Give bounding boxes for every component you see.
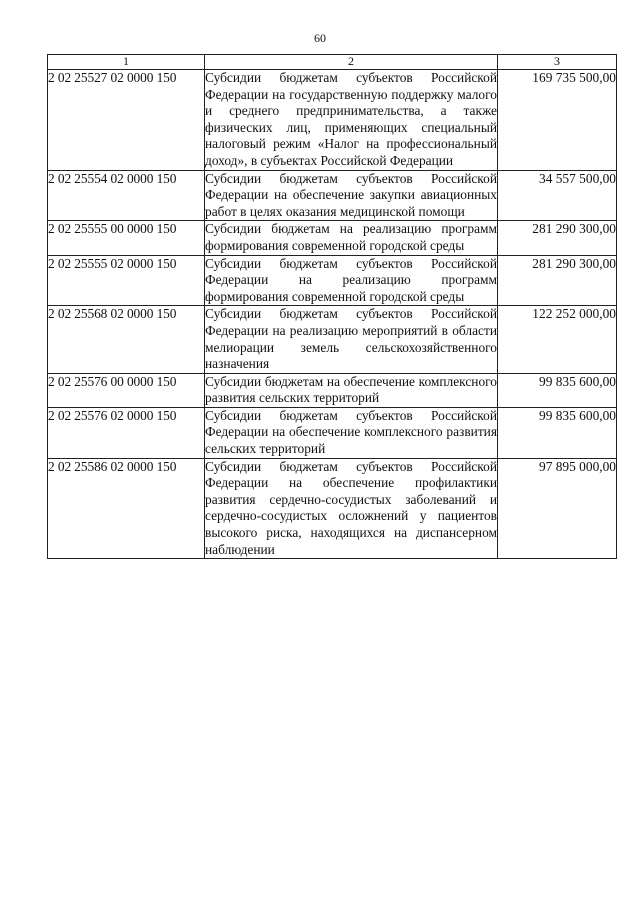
row-amount: 281 290 300,00 bbox=[498, 255, 617, 306]
row-code: 2 02 25576 02 0000 150 bbox=[48, 407, 205, 458]
table-row bbox=[48, 407, 617, 458]
row-code: 2 02 25568 02 0000 150 bbox=[48, 306, 205, 373]
row-description: Субсидии бюджетам субъектов Российской Федерации на обеспечение комплексного развития сельских территорий bbox=[205, 407, 498, 458]
row-description: Субсидии бюджетам на обеспечение комплексного развития сельских территорий bbox=[205, 373, 498, 407]
row-description: Субсидии бюджетам субъектов Российской Федерации на государственную поддержку малого и среднего предпринимательства, а также физических лиц, применяющих специальный налоговый режим «Налог на профессиональный доход», в субъектах Российской Федерации bbox=[205, 70, 498, 171]
table-header-row bbox=[48, 55, 617, 70]
row-description: Субсидии бюджетам субъектов Российской Федерации на обеспечение закупки авиационных работ в целях оказания медицинской помощи bbox=[205, 170, 498, 221]
row-code: 2 02 25555 00 0000 150 bbox=[48, 221, 205, 255]
row-description: Субсидии бюджетам субъектов Российской Федерации на реализацию мероприятий в области мелиорации земель сельскохозяйственного назначения bbox=[205, 306, 498, 373]
table-row bbox=[48, 306, 617, 373]
row-amount: 99 835 600,00 bbox=[498, 407, 617, 458]
table-row bbox=[48, 221, 617, 255]
header-col-2: 2 bbox=[205, 55, 498, 70]
table-row bbox=[48, 255, 617, 306]
row-amount: 99 835 600,00 bbox=[498, 373, 617, 407]
row-amount: 169 735 500,00 bbox=[498, 70, 617, 171]
row-description: Субсидии бюджетам на реализацию программ формирования современной городской среды bbox=[205, 221, 498, 255]
table-row bbox=[48, 170, 617, 221]
page-number: 60 bbox=[314, 31, 326, 45]
row-amount: 281 290 300,00 bbox=[498, 221, 617, 255]
row-code: 2 02 25554 02 0000 150 bbox=[48, 170, 205, 221]
budget-table bbox=[47, 54, 617, 559]
header-col-3: 3 bbox=[498, 55, 617, 70]
row-description: Субсидии бюджетам субъектов Российской Федерации на обеспечение профилактики развития сердечно-сосудистых заболеваний и сердечно-сосудистых осложнений у пациентов высокого риска, находящихся на диспансерном наблюдении bbox=[205, 458, 498, 559]
table-row bbox=[48, 373, 617, 407]
row-code: 2 02 25586 02 0000 150 bbox=[48, 458, 205, 559]
row-amount: 34 557 500,00 bbox=[498, 170, 617, 221]
row-code: 2 02 25527 02 0000 150 bbox=[48, 70, 205, 171]
header-col-1: 1 bbox=[48, 55, 205, 70]
row-description: Субсидии бюджетам субъектов Российской Федерации на реализацию программ формирования современной городской среды bbox=[205, 255, 498, 306]
row-amount: 97 895 000,00 bbox=[498, 458, 617, 559]
row-code: 2 02 25555 02 0000 150 bbox=[48, 255, 205, 306]
row-amount: 122 252 000,00 bbox=[498, 306, 617, 373]
row-code: 2 02 25576 00 0000 150 bbox=[48, 373, 205, 407]
table-row bbox=[48, 458, 617, 559]
table-row bbox=[48, 70, 617, 171]
